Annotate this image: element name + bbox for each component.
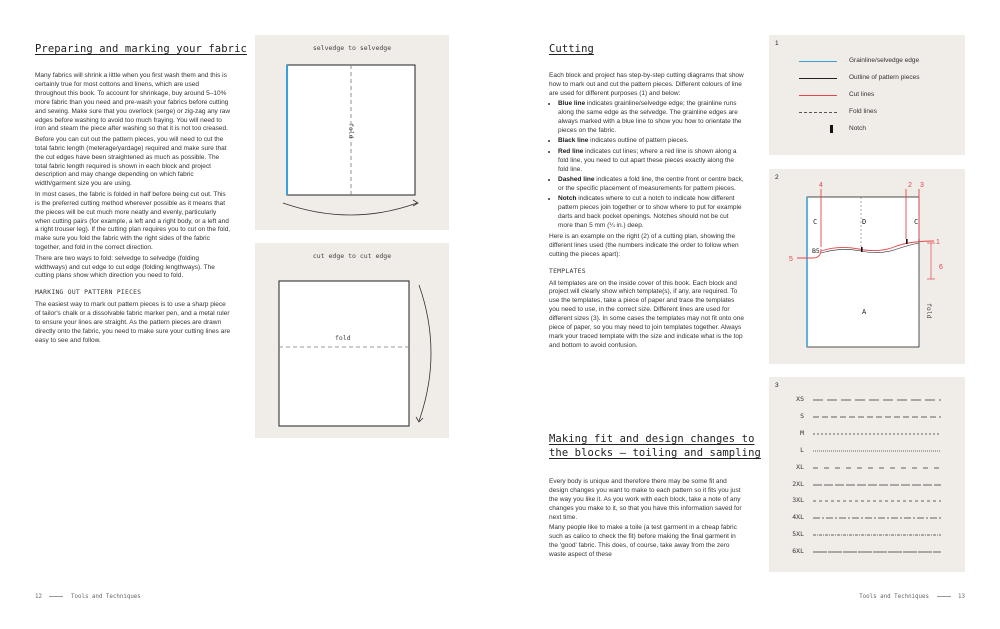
- piece-label-b5: B5: [812, 247, 820, 255]
- legend-row-fold: [799, 108, 969, 120]
- size-line-s: [811, 414, 943, 420]
- right-page-number: 13: [958, 594, 965, 600]
- fold-label-vertical: fold: [347, 123, 355, 139]
- legend-panel: [769, 35, 965, 155]
- size-label: XS: [796, 395, 804, 403]
- bullet-dashed-line: • Dashed line indicates a fold line, the centre front or centre back, or the specific placement of measurements for pattern pieces.: [558, 176, 745, 194]
- size-line-m: [811, 431, 943, 437]
- size-label: 5XL: [792, 530, 804, 539]
- footer-rule: [49, 596, 63, 597]
- dashed-line-sample: [799, 112, 837, 113]
- size-row-5xl: [769, 530, 964, 542]
- size-label: S: [800, 411, 804, 420]
- paragraph-fold-ways: There are two ways to fold: selvedge to selvedge (folding widthways) and cut edge to cut edge (folding lengthways). The cutting plans show which direction you need to fold.: [35, 254, 215, 280]
- templates-paragraph: All templates are on the inside cover of this book. Each block and project will clearly show which template(s), if any, are required. To use the templates, take a piece of paper and trace the templates you need to use, in the correct size. Different lines are used for different sizes (3). In some cases the templates may not fit onto one piece of paper, so you may need to join templates together. Always mark your traced template with the size and indicate what is the top and bottom to avoid confusion.: [549, 279, 744, 349]
- fold-panel-selvedge-label: selvedge to selvedge: [312, 44, 392, 52]
- legend-label-grainline: Grainline/selvedge edge: [849, 57, 920, 64]
- left-page-heading: Preparing and marking your fabric: [35, 43, 247, 55]
- fold-diagram-cutedge: [255, 243, 449, 438]
- size-row-l: [769, 446, 964, 458]
- fold-panel-selvedge: [255, 35, 449, 230]
- sizes-number: 3: [775, 382, 779, 389]
- left-page-number: 12: [35, 594, 42, 600]
- legend-row-cut: [799, 91, 969, 103]
- fit-paragraph-1: Every body is unique and therefore there may be some fit and design changes you want to make to each pattern so it fits you just the way you like it. As you work with each block, take a note of any changes you make to it, so that you have this information saved for next time.: [549, 478, 742, 521]
- legend-label-notch: Notch: [849, 125, 866, 132]
- cut-number-1: 1: [936, 239, 940, 246]
- cut-number-4: 4: [819, 182, 823, 189]
- bullet-notch: • Notch indicates where to cut a notch to indicate how different pattern pieces join together or to show where to put for example darts and back pocket openings. Notches should not be cut more than 5 mm (¼ in.) deep.: [558, 195, 745, 231]
- size-row-3xl: [769, 496, 964, 508]
- fold-panel-cutedge-label: cut edge to cut edge: [312, 252, 392, 260]
- black-line-sample: [799, 78, 837, 79]
- sizes-panel: [769, 377, 965, 572]
- right-footer: [859, 594, 965, 600]
- paragraph-folding: In most cases, the fabric is folded in half before being cut out. This is the preferred cutting method wherever possible as it means that the pieces will be cut much more neatly and evenly, particularly when cutting pairs (for example, a left and a right body, or a left and a right trouser leg). If the cutting plan requires you to cut on the fold, make sure you fold the fabric with the right sides of the fabric together, and fold in the correct direction.: [35, 190, 231, 252]
- cutting-intro: Each block and project has step-by-step cutting diagrams that show how to mark out and cut the pattern pieces. Different colours of line are used for different purposes (1) and below:: [549, 72, 744, 97]
- left-page-body: [35, 72, 231, 347]
- left-footer: [35, 594, 141, 600]
- legend-label-outline: Outline of pattern pieces: [849, 74, 920, 81]
- size-label: 3XL: [792, 496, 804, 505]
- marking-subheading: MARKING OUT PATTERN PIECES: [35, 289, 142, 297]
- fold-label-horizontal: fold: [335, 334, 351, 342]
- legend-row-notch: [799, 125, 969, 137]
- paragraph-cut-length: Before you can cut out the pattern pieces, you will need to cut the total fabric length (meterage/yardage) required and make sure that the cut edges have been straightened as much as possible. The total fabric length required is shown in each block and project description and may change depending on which fabric width/garment size you are using.: [35, 135, 227, 188]
- fabric-rect-2: [279, 281, 409, 426]
- blue-line-sample: [799, 61, 837, 62]
- fold-arrow-head: [413, 200, 418, 206]
- bullet-black-line: • Black line indicates outline of pattern pieces.: [558, 137, 745, 146]
- size-row-xl: [769, 463, 964, 475]
- size-row-6xl: [769, 547, 964, 559]
- size-line-5xl: [811, 532, 943, 538]
- legend-row-grainline: [799, 57, 969, 69]
- fold-arrow-curve-2: [419, 285, 431, 421]
- cutting-plan-number: 2: [775, 174, 779, 181]
- size-label: 4XL: [792, 513, 804, 522]
- size-label: 2XL: [792, 479, 804, 488]
- plan-notch-2: [906, 239, 908, 244]
- cutting-plan-panel: [769, 169, 965, 364]
- right-page-body: [549, 72, 745, 352]
- legend-row-outline: [799, 74, 969, 86]
- size-line-xl: [811, 465, 943, 471]
- fit-body: [549, 478, 745, 561]
- cut-number-3: 3: [920, 182, 924, 189]
- piece-label-c-right: C: [914, 218, 919, 226]
- size-line-l: [811, 448, 943, 454]
- legend-label-cut: Cut lines: [849, 91, 875, 98]
- fit-heading: Making fit and design changes to the blocks – toiling and sampling: [549, 433, 761, 459]
- cutting-plan-diagram: [769, 169, 965, 364]
- paragraph-marking: The easiest way to mark out pattern pieces is to use a sharp piece of tailor's chalk or a dissolvable fabric marker pen, and a metal ruler to ensure your lines are straight. As the pattern pieces are drawn directly onto the fabric, you need to make sure your cutting lines are easy to see and follow.: [35, 301, 231, 344]
- fit-paragraph-2: Many people like to make a toile (a test garment in a cheap fabric such as calico to check the fit) before making the final garment in the 'good' fabric. This does, of course, take away from the zero waste aspect of these: [549, 524, 737, 558]
- size-row-m: [769, 429, 964, 441]
- fold-panel-cutedge: [255, 243, 449, 438]
- line-types-list: [549, 100, 745, 231]
- size-line-3xl: [811, 498, 943, 504]
- cut-number-5: 5: [789, 256, 793, 263]
- paragraph-shrinkage: Many fabrics will shrink a little when you first wash them and this is certainly true for most cottons and linens, which are used throughout this book. To account for shrinkage, buy around 5–10% more fabric than you need and pre-wash your fabrics before cutting and sewing. Make sure that you overlock (serge) or zig-zag any raw edges before washing to avoid too much fraying. You will need to iron and steam the piece after washing so that it is not too creased.: [35, 72, 231, 133]
- plan-fold-label: fold: [925, 303, 933, 319]
- left-footer-title: Tools and Techniques: [70, 594, 141, 600]
- red-line-sample: [799, 95, 837, 96]
- piece-label-d: D: [862, 218, 867, 226]
- legend-label-fold: Fold lines: [849, 108, 877, 115]
- piece-label-c-left: C: [813, 218, 818, 226]
- size-line-2xl: [811, 482, 943, 488]
- fold-arrow-curve: [283, 203, 417, 215]
- size-line-4xl: [811, 515, 943, 521]
- right-footer-title: Tools and Techniques: [859, 594, 930, 600]
- size-label: M: [800, 428, 804, 437]
- cut-number-2: 2: [908, 182, 912, 189]
- size-row-s: [769, 412, 964, 424]
- cutting-example: Here is an example on the right (2) of a cutting plan, showing the different lines used (the numbers indicate the order to follow when cutting the pieces apart):: [549, 232, 739, 258]
- bullet-red-line: • Red line indicates cut lines; where a red line is shown along a fold line, you need to cut apart these pieces exactly along the fold line.: [558, 148, 745, 175]
- size-line-6xl: [811, 549, 943, 555]
- size-label: 6XL: [792, 547, 804, 556]
- size-row-4xl: [769, 513, 964, 525]
- footer-rule-right: [937, 596, 951, 597]
- size-row-xs: [769, 395, 964, 407]
- plan-notch-1: [861, 247, 863, 252]
- size-label: L: [800, 445, 804, 454]
- bullet-blue-line: • Blue line indicates grainline/selvedge edge; the grainline runs along the same edge as the selvedge. The grainline edges are always marked with a blue line to show you how to orientate the pieces on the fabric.: [558, 100, 745, 136]
- cutting-heading: Cutting: [549, 43, 594, 55]
- legend-number: 1: [775, 40, 779, 47]
- notch-icon: [830, 125, 833, 133]
- cut-number-6: 6: [939, 264, 943, 271]
- size-row-2xl: [769, 480, 964, 492]
- size-label: XL: [796, 462, 804, 471]
- piece-label-a: A: [862, 308, 867, 316]
- templates-subheading: TEMPLATES: [549, 267, 586, 275]
- size-line-xs: [811, 397, 943, 403]
